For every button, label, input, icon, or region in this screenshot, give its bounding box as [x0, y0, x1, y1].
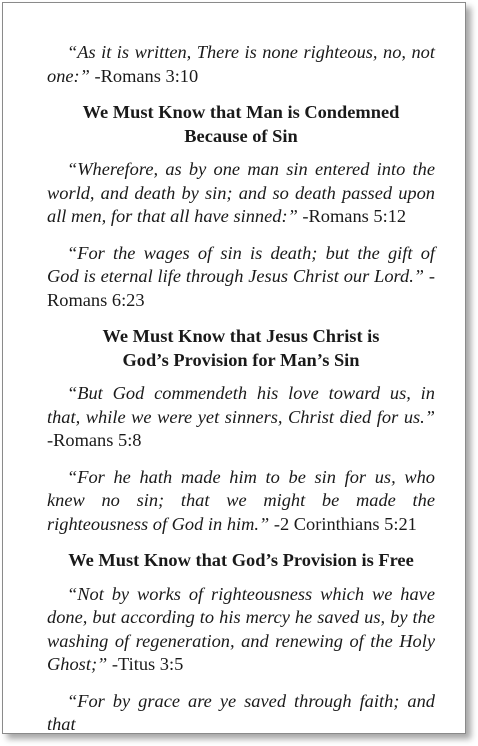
- verse-romans-6-23: [47, 242, 435, 313]
- verse-2-corinthians-5-21: [47, 466, 435, 537]
- heading-man-condemned: [47, 101, 435, 148]
- verse-titus-3-5: [47, 583, 435, 677]
- verse-romans-3-10: [47, 41, 435, 88]
- verse-quote: “For he hath made him to be sin for us, who knew no sin; that we might be made the righteousness of God in him.”: [47, 466, 435, 534]
- heading-line: God’s Provision for Man’s Sin: [122, 349, 360, 370]
- verse-quote: “For by grace are ye saved through faith; and that: [47, 690, 435, 734]
- heading-provision-free: [47, 549, 435, 573]
- tract-card: [2, 2, 466, 734]
- heading-line: We Must Know that Man is Condemned: [82, 102, 400, 122]
- verse-ephesians-2-8: [47, 690, 435, 735]
- verse-reference: -Romans 5:8: [47, 430, 142, 450]
- verse-reference: -Titus 3:5: [107, 654, 184, 674]
- heading-line: We Must Know that Jesus Christ is: [102, 326, 380, 346]
- verse-romans-5-8: [47, 382, 435, 453]
- heading-line: Because of Sin: [184, 125, 298, 146]
- verse-reference: -2 Corinthians 5:21: [269, 513, 417, 534]
- verse-quote: “As it is written, There is none righteous, no, not one:”: [47, 42, 435, 86]
- verse-quote: “For the wages of sin is death; but the gift of God is eternal life through Jesus Christ our Lord.”: [47, 242, 435, 286]
- verse-reference: -Romans 3:10: [89, 65, 199, 86]
- verse-quote: “But God commendeth his love toward us, in that, while we were yet sinners, Christ died for us.”: [47, 383, 435, 427]
- verse-romans-5-12: [47, 158, 435, 229]
- heading-gods-provision: [47, 325, 435, 372]
- heading-line: We Must Know that God’s Provision is Free: [68, 550, 414, 570]
- verse-quote: “Not by works of righteousness which we have done, but according to his mercy he saved us, by the washing of regeneration, and renewing of the Holy Ghost;”: [47, 583, 435, 674]
- verse-quote: “Wherefore, as by one man sin entered into the world, and death by sin; and so death passed upon all men, for that all have sinned:”: [47, 159, 435, 226]
- tract-content: [47, 41, 435, 734]
- verse-reference: -Romans 5:12: [297, 206, 407, 226]
- verse-reference: -Romans 6:23: [47, 266, 435, 310]
